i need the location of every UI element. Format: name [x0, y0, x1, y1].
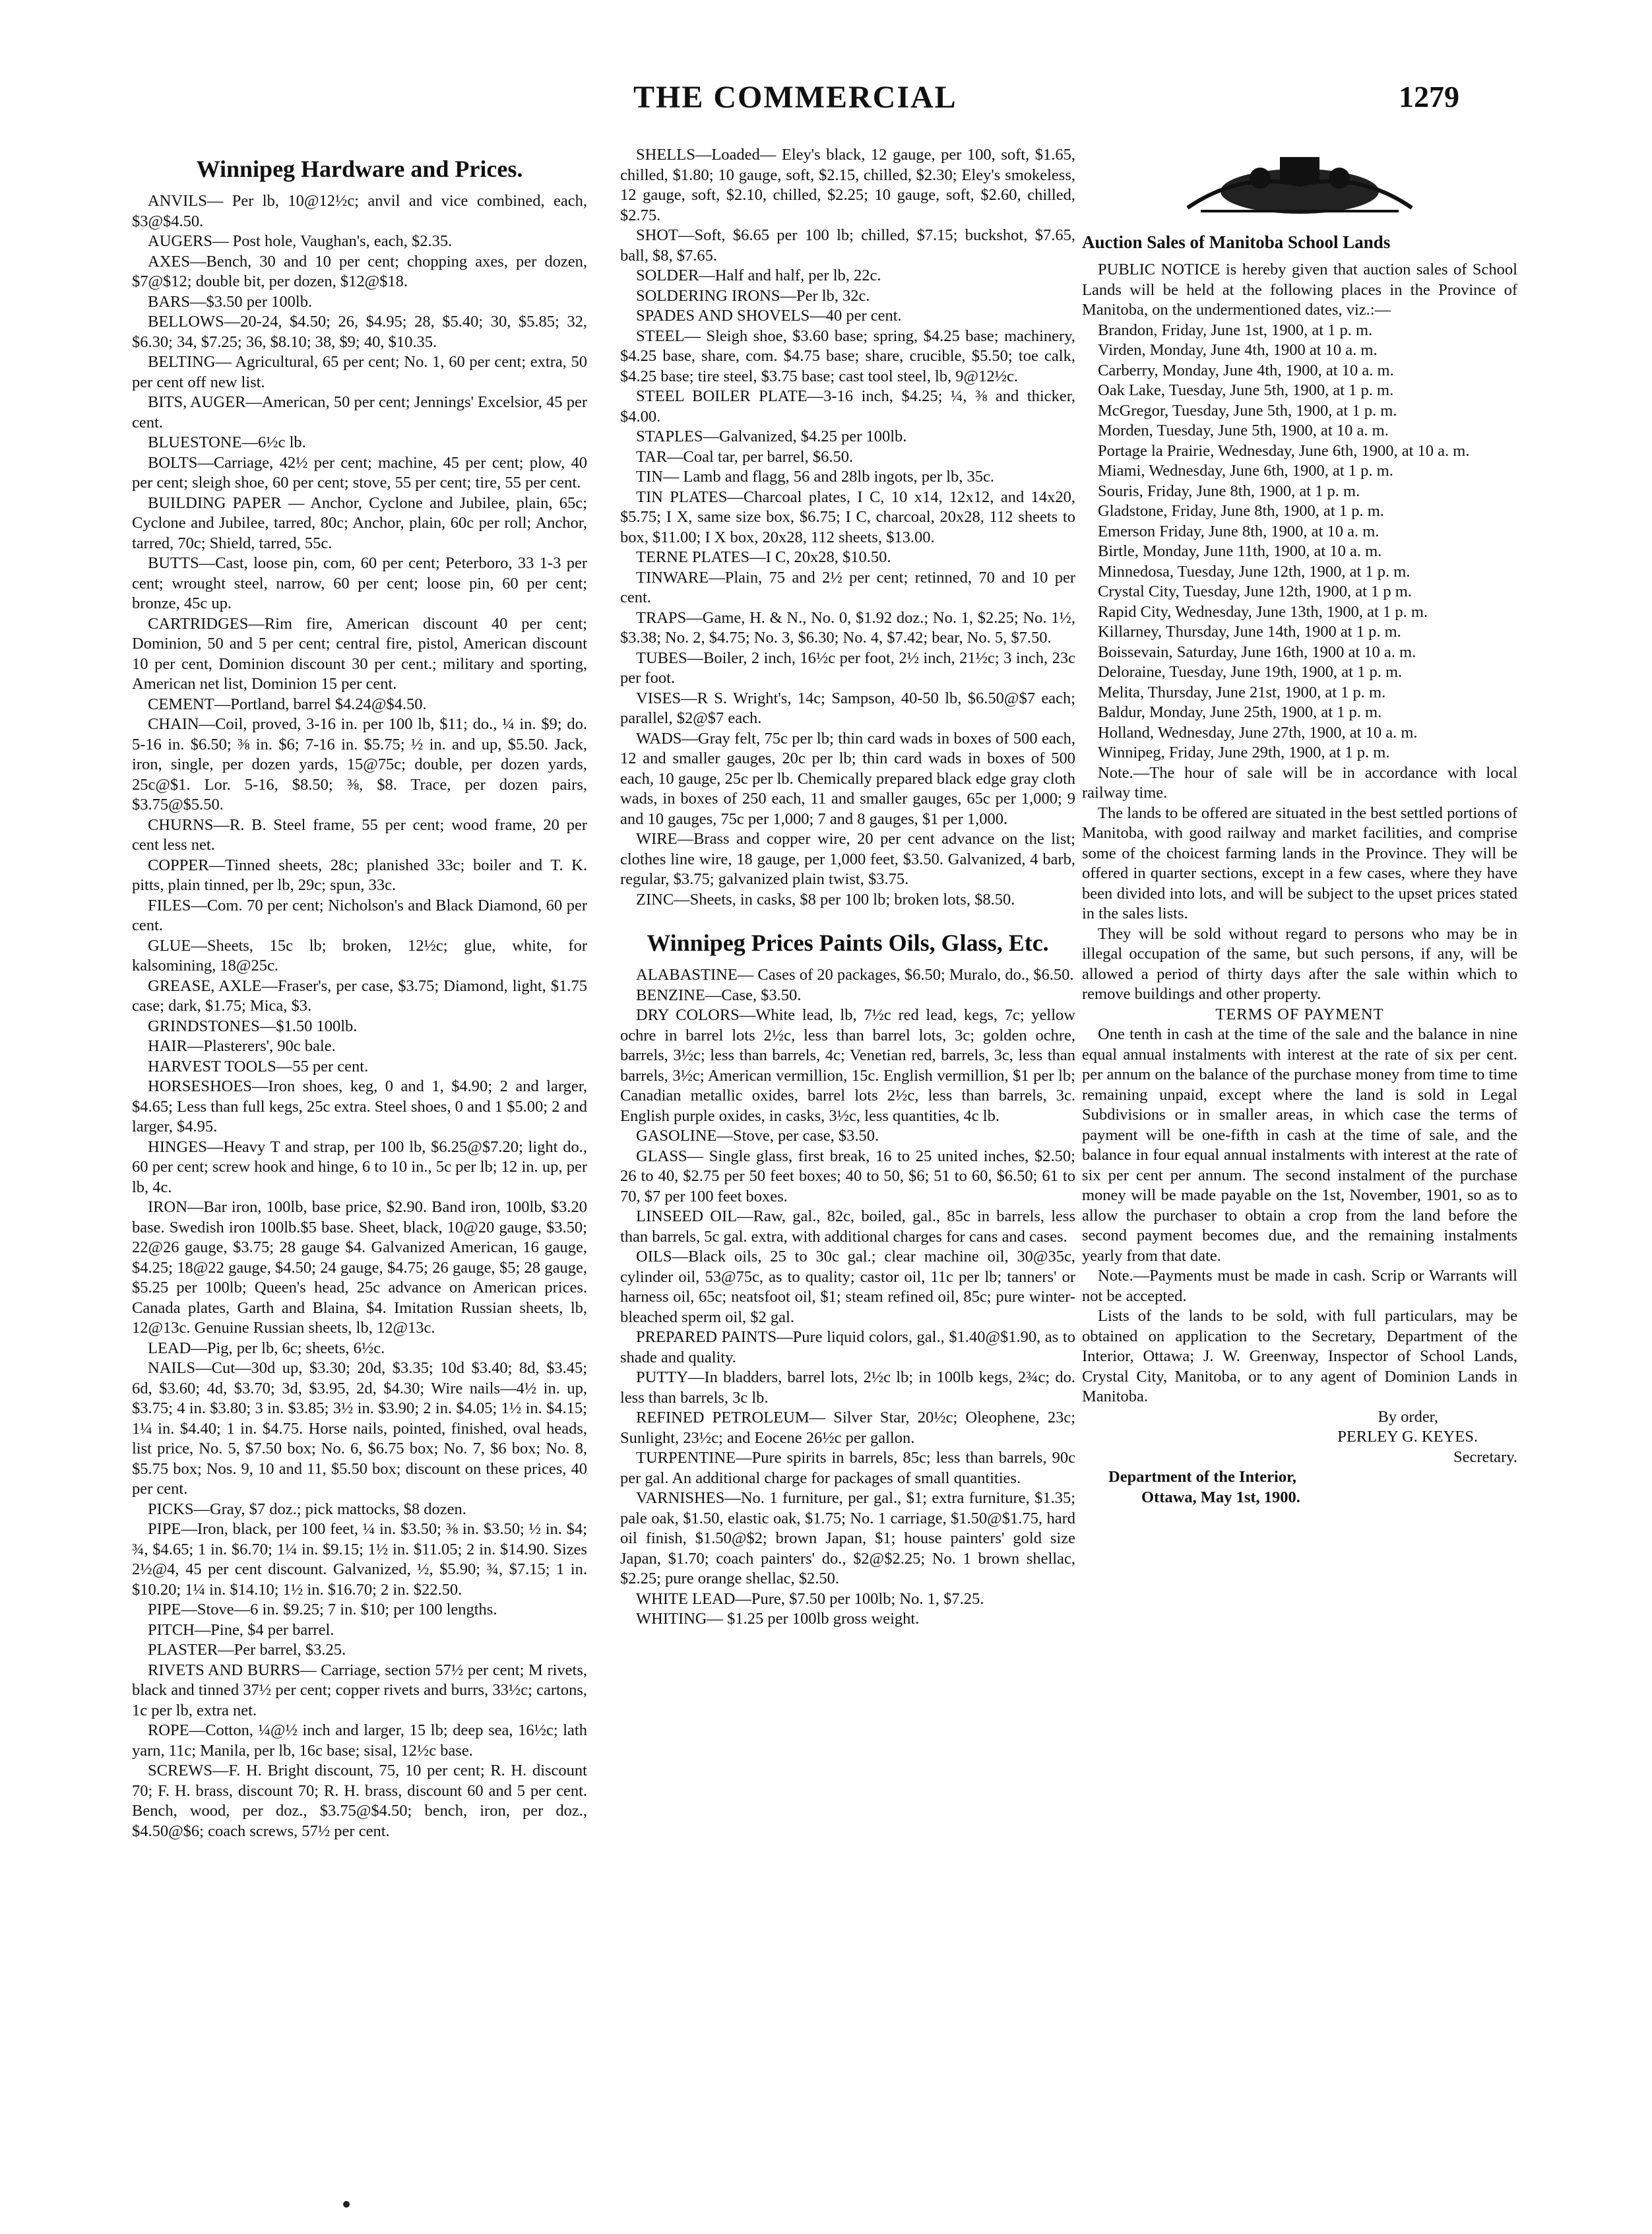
price-entry: CHAIN—Coil, proved, 3-16 in. per 100 lb, $11; do., ¼ in. $9; do. 5-16 in. $6.50; ⅜ in. $6; 7-16 in. $5.75; ½ in. and up, $5.50. Jack, iron, single, per dozen yards, 15@75c; double, per dozen yards, 25c@$1. Lor. 5-16, $8.50; ⅜, $8. Trace, per dozen pairs, $3.75@$5.50. [132, 715, 587, 814]
auction-date-entry: Boissevain, Saturday, June 16th, 1900 at 10 a. m. [1098, 643, 1416, 661]
auction-date-entry: Deloraine, Tuesday, June 19th, 1900, at 1 p. m. [1098, 663, 1403, 681]
price-entry: TURPENTINE—Pure spirits in barrels, 85c; less than barrels, 90c per gal. An additional charge for packages of small quantities. [620, 1449, 1075, 1487]
paints-heading: Winnipeg Prices Paints Oils, Glass, Etc. [647, 930, 1049, 956]
auction-date-entry: Rapid City, Wednesday, June 13th, 1900, at 1 p. m. [1098, 602, 1428, 621]
hardware-price-list [132, 191, 587, 1841]
notice-intro: PUBLIC NOTICE is hereby given that auction sales of School Lands will be held at the following places in the Province of Manitoba, on the undermentioned dates, viz.:— [1082, 261, 1517, 319]
column-auction-notice [1082, 145, 1517, 2124]
price-entry: BELLOWS—20-24, $4.50; 26, $4.95; 28, $5.40; 30, $5.85; 32, $6.30; 34, $7.25; 36, $8.10; 38, $9; 40, $10.35. [132, 313, 587, 351]
auction-date-entry: Emerson Friday, June 8th, 1900, at 10 a. m. [1098, 522, 1380, 540]
auction-date-entry: Crystal City, Tuesday, June 12th, 1900, at 1 p m. [1098, 583, 1412, 600]
price-entry: GLASS— Single glass, first break, 16 to 25 united inches, $2.50; 26 to 40, $2.75 per 50 feet boxes; 40 to 50, $6; 51 to 60, $6.50; 61 to 70, $7 per 100 feet boxes. [620, 1147, 1075, 1205]
auction-date-entry: Gladstone, Friday, June 8th, 1900, at 1 p. m. [1098, 502, 1384, 520]
terms-heading: TERMS OF PAYMENT [1215, 1005, 1384, 1023]
signature-title: Secretary. [1453, 1448, 1517, 1466]
auction-date-entry: Minnedosa, Tuesday, June 12th, 1900, at 1 p. m. [1098, 562, 1411, 581]
price-entry: PICKS—Gray, $7 doz.; pick mattocks, $8 dozen. [148, 1500, 466, 1518]
price-entry: CEMENT—Portland, barrel $4.24@$4.50. [148, 695, 427, 713]
price-entry: SOLDER—Half and half, per lb, 22c. [636, 267, 881, 284]
price-entry: ANVILS— Per lb, 10@12½c; anvil and vice combined, each, $3@$4.50. [132, 192, 587, 230]
notice-note: Note.—The hour of sale will be in accordance with local railway time. [1082, 763, 1517, 802]
price-entry: TIN PLATES—Charcoal plates, I C, 10 x14, 12x12, and 14x20, $5.75; I X, same size box, $6.75; I C, charcoal, 20x28, 112 sheets to box, $11.00; I X box, 20x28, 112 sheets, $13.00. [620, 488, 1075, 546]
price-entry: WHITING— $1.25 per 100lb gross weight. [636, 1610, 920, 1628]
price-entry: GRINDSTONES—$1.50 100lb. [148, 1017, 358, 1035]
price-entry: SCREWS—F. H. Bright discount, 75, 10 per cent; R. H. discount 70; F. H. brass, discount 70; R. H. brass, discount 60 and 5 per cent. Bench, wood, per doz., $3.75@$4.50; bench, iron, per doz., $4.50@$6; coach screws, 57½ per cent. [132, 1762, 587, 1840]
column-hardware-paints [620, 145, 1075, 2124]
price-entry: BUTTS—Cast, loose pin, com, 60 per cent; Peterboro, 33 1-3 per cent; wrought steel, narrow, 60 per cent; loose pin, 60 per cent; bronze, 45c up. [132, 554, 587, 612]
price-entry: DRY COLORS—White lead, lb, 7½c red lead, kegs, 7c; yellow ochre in barrel lots 2½c, less than barrel lots, 3c; golden ochre, barrels, 3½c; less than barrels, 4c; Venetian red, barrels, 3c, less than barrels, 3½c; American vermillion, 15c. English vermillion, $1 per lb; Canadian metallic oxides, barrel lots 2½c, less than barrels, 3c. English purple oxides, in casks, 3½c, less quantities, 4c lb. [620, 1006, 1075, 1125]
price-entry: ROPE—Cotton, ¼@½ inch and larger, 15 lb; deep sea, 16½c; lath yarn, 11c; Manila, per lb, 16c base; sisal, 12½c base. [132, 1721, 587, 1760]
price-entry: PIPE—Stove—6 in. $9.25; 7 in. $10; per 100 lengths. [148, 1601, 497, 1618]
price-entry: STEEL BOILER PLATE—3-16 inch, $4.25; ¼, ⅜ and thicker, $4.00. [620, 387, 1075, 426]
price-entry: AUGERS— Post hole, Vaughan's, each, $2.35. [148, 232, 453, 250]
price-entry: VARNISHES—No. 1 furniture, per gal., $1; extra furniture, $1.35; pale oak, $1.50, elastic oak, $1.75; No. 1 carriage, $1.50@$1.75, hard oil finish, $1.50@$2; brown Japan, $1; house painters' gold size Japan, $1.70; coach painters' do., $2@$2.25; No. 1 brown shellac, $2.25; pure orange shellac, $2.50. [620, 1489, 1075, 1587]
price-entry: COPPER—Tinned sheets, 28c; planished 33c; boiler and T. K. pitts, plain tinned, per lb, 29c; spun, 33c. [132, 856, 587, 894]
by-order: By order, [1378, 1407, 1438, 1426]
price-entry: SHOT—Soft, $6.65 per 100 lb; chilled, $7.15; buckshot, $7.65, ball, $8, $7.65. [620, 226, 1075, 265]
price-entry: VISES—R S. Wright's, 14c; Sampson, 40-50 lb, $6.50@$7 each; parallel, $2@$7 each. [620, 689, 1075, 727]
price-entry: HINGES—Heavy T and strap, per 100 lb, $6.25@$7.20; light do., 60 per cent; screw hook and hinge, 6 to 10 in., 5c per lb; 12 in. up, per lb, 4c. [132, 1137, 587, 1196]
price-entry: SPADES AND SHOVELS—40 per cent. [636, 307, 902, 325]
paints-price-list [620, 965, 1075, 1630]
price-entry: BENZINE—Case, $3.50. [636, 986, 802, 1004]
price-entry: NAILS—Cut—30d up, $3.30; 20d, $3.35; 10d $3.40; 8d, $3.45; 6d, $3.60; 4d, $3.70; 3d, $3.95, 2d, $4.30; Wire nails—4½ in. up, $3.75; 4 in. $3.80; 3 in. $3.85; 3½ in. $3.90; 2 in. $4.05; 1½ in. $4.15; 1¼ in. $4.40; 1 in. $4.75. Horse nails, pointed, finished, oval heads, list price, No. 5, $7.50 box; No. 6, $6.75 box; No. 7, $6 box; No. 8, $5.75 box; Nos. 9, 10 and 11, $5.50 box; discount on these prices, 40 per cent. [132, 1359, 587, 1498]
price-entry: GLUE—Sheets, 15c lb; broken, 12½c; glue, white, for kalsomining, 18@25c. [132, 936, 587, 974]
price-entry: PIPE—Iron, black, per 100 feet, ¼ in. $3.50; ⅜ in. $3.50; ½ in. $4; ¾, $4.65; 1 in. $6.70; 1¼ in. $9.15; 1½ in. $11.05; 2 in. $14.90. Sizes 2½@4, 45 per cent discount. Galvanized, ½, $5.90; ¾, $7.15; 1 in. $10.20; 1¼ in. $14.10; 1½ in. $16.70; 2 in. $22.50. [132, 1520, 587, 1599]
price-entry: PLASTER—Per barrel, $3.25. [148, 1641, 346, 1659]
coat-of-arms-icon [1161, 145, 1438, 224]
auction-date-entry: Baldur, Monday, June 25th, 1900, at 1 p. m. [1098, 703, 1382, 721]
price-entry: TINWARE—Plain, 75 and 2½ per cent; retinned, 70 and 10 per cent. [620, 568, 1075, 606]
price-entry: HORSESHOES—Iron shoes, keg, 0 and 1, $4.90; 2 and larger, $4.65; Less than full kegs, 25c extra. Steel shoes, 0 and 1 $5.00; 2 and larger, $4.95. [132, 1077, 587, 1135]
auction-date-entry: Virden, Monday, June 4th, 1900 at 10 a. m. [1098, 341, 1378, 359]
price-entry: BLUESTONE—6½c lb. [148, 433, 306, 451]
price-entry: BARS—$3.50 per 100lb. [148, 292, 313, 311]
column-hardware [132, 145, 587, 2124]
price-entry: PREPARED PAINTS—Pure liquid colors, gal., $1.40@$1.90, as to shade and quality. [620, 1328, 1075, 1366]
price-entry: STAPLES—Galvanized, $4.25 per 100lb. [636, 428, 907, 445]
price-entry: OILS—Black oils, 25 to 30c gal.; clear machine oil, 30@35c, cylinder oil, 53@75c, as to quality; castor oil, 11c per lb; tanners' or harness oil, 65c; neatsfoot oil, $1; steam refined oil, 85c; pure winter-bleached sperm oil, $2 gal. [620, 1248, 1075, 1326]
terms-1: One tenth in cash at the time of the sale and the balance in nine equal annual instalments with interest at the rate of six per cent. per annum on the balance of the purchase money from time to time remaining unpaid, except where the land is sold in Legal Subdivisions or in smaller areas, in which case the terms of payment will be one-fifth in cash at the time of sale, and the balance in four equal annual instalments with interest at the rate of six per cent per annum. The second instalment of the purchase money will be made payable on the 1st, November, 1901, so as to allow the purchaser to obtain a crop from the land before the second payment becomes due, and the remaining instalments yearly from that date. [1082, 1025, 1517, 1265]
price-entry: WADS—Gray felt, 75c per lb; thin card wads in boxes of 500 each, 12 and smaller gauges, 20c per lb; thin card wads in boxes of 500 each, 10 gauge, 25c per lb. Chemically prepared black edge gray cloth wads, in boxes of 250 each, 11 and smaller gauges, 65c per 1,000; 9 and 10 gauges, 75c per 1,000; 7 and 8 gauges, $1 per 1,000. [620, 729, 1075, 828]
auction-date-entry: Melita, Thursday, June 21st, 1900, at 1 p. m. [1098, 683, 1386, 701]
masthead [0, 79, 1652, 132]
hardware-price-list-continued [620, 145, 1075, 910]
auction-date-entry: Birtle, Monday, June 11th, 1900, at 10 a. m. [1098, 542, 1382, 560]
price-entry: SOLDERING IRONS—Per lb, 32c. [636, 286, 870, 305]
price-entry: TAR—Coal tar, per barrel, $6.50. [636, 447, 854, 466]
price-entry: BUILDING PAPER — Anchor, Cyclone and Jubilee, plain, 65c; Cyclone and Jubilee, tarred, 80c; Anchor, plain, 60c per roll; Anchor, tarred, 70c; Shield, tarred, 55c. [132, 494, 587, 552]
department: Department of the Interior, [1108, 1468, 1296, 1486]
price-entry: ALABASTINE— Cases of 20 packages, $6.50; Muralo, do., $6.50. [636, 966, 1074, 984]
price-entry: WIRE—Brass and copper wire, 20 per cent advance on the list; clothes line wire, 18 gauge, per 1,000 feet, $3.50. Galvanized, 4 barb, regular, $3.75; galvanized plain twist, $3.75. [620, 830, 1075, 888]
price-entry: RIVETS AND BURRS— Carriage, section 57½ per cent; M rivets, black and tinned 37½ per cent; copper rivets and burrs, 33½c; cartons, 1c per lb, extra net. [132, 1661, 587, 1719]
price-entry: TUBES—Boiler, 2 inch, 16½c per foot, 2½ inch, 21½c; 3 inch, 23c per foot. [620, 649, 1075, 687]
price-entry: PITCH—Pine, $4 per barrel. [148, 1620, 334, 1639]
price-entry: BELTING— Agricultural, 65 per cent; No. 1, 60 per cent; extra, 50 per cent off new list. [132, 353, 587, 391]
price-entry: WHITE LEAD—Pure, $7.50 per 100lb; No. 1, $7.25. [636, 1589, 984, 1608]
department-place: Ottawa, May 1st, 1900. [1141, 1488, 1300, 1506]
auction-date-entry: Killarney, Thursday, June 14th, 1900 at 1 p. m. [1098, 623, 1401, 641]
page-number: 1279 [1399, 80, 1459, 113]
price-entry: STEEL— Sleigh shoe, $3.60 base; spring, $4.25 base; machinery, $4.25 base, share, com. $4.75 base; share, crucible, $5.50; toe calk, $4.25 base; tire steel, $3.75 base; cast tool steel, lb, 9@12½c. [620, 327, 1075, 385]
terms-2: Note.—Payments must be made in cash. Scrip or Warrants will not be accepted. [1082, 1267, 1517, 1305]
terms-3: Lists of the lands to be sold, with full particulars, may be obtained on application to the Secretary, Department of the Interior, Ottawa; J. W. Greenway, Inspector of School Lands, Crystal City, Manitoba, or to any agent of Dominion Lands in Manitoba. [1082, 1307, 1517, 1405]
auction-date-entry: McGregor, Tuesday, June 5th, 1900, at 1 p. m. [1098, 401, 1397, 420]
price-entry: REFINED PETROLEUM— Silver Star, 20½c; Oleophene, 23c; Sunlight, 23½c; and Eocene 26½c per gallon. [620, 1409, 1075, 1447]
price-entry: FILES—Com. 70 per cent; Nicholson's and Black Diamond, 60 per cent. [132, 896, 587, 934]
auction-date-entry: Carberry, Monday, June 4th, 1900, at 10 a. m. [1098, 361, 1394, 379]
notice-body-2: They will be sold without regard to persons who may be in illegal occupation of the same, but such persons, if any, will be allowed a period of thirty days after the sale within which to remove buildings and other property. [1082, 924, 1517, 1003]
price-entry: BITS, AUGER—American, 50 per cent; Jennings' Excelsior, 45 per cent. [132, 393, 587, 431]
publication-title: THE COMMERCIAL [633, 80, 957, 115]
price-entry: LEAD—Pig, per lb, 6c; sheets, 6½c. [148, 1339, 385, 1357]
price-entry: HARVEST TOOLS—55 per cent. [148, 1057, 369, 1075]
price-entry: CARTRIDGES—Rim fire, American discount 40 per cent; Dominion, 50 and 5 per cent; central fire, pistol, American discount 10 per cent, Dominion discount 30 per cent.; military and sporting, American net list, Dominion 15 per cent. [132, 614, 587, 693]
auction-date-entry: Holland, Wednesday, June 27th, 1900, at 10 a. m. [1098, 723, 1418, 742]
auction-date-entry: Miami, Wednesday, June 6th, 1900, at 1 p. m. [1098, 462, 1393, 480]
price-entry: SHELLS—Loaded— Eley's black, 12 gauge, per 100, soft, $1.65, chilled, $1.80; 10 gauge, soft, $2.15, chilled, $2.30; Eley's smokeless, 12 gauge, soft, $2.10, chilled, $2.25; 10 gauge, soft, $2.60, chilled, $2.75. [620, 146, 1075, 224]
price-entry: AXES—Bench, 30 and 10 per cent; chopping axes, per dozen, $7@$12; double bit, per dozen, $12@$18. [132, 252, 587, 290]
auction-dates-list [1082, 321, 1517, 763]
price-entry: PUTTY—In bladders, barrel lots, 2½c lb; in 100lb kegs, 2¾c; do. less than barrels, 3c lb. [620, 1368, 1075, 1407]
auction-date-entry: Brandon, Friday, June 1st, 1900, at 1 p. m. [1098, 321, 1373, 339]
auction-date-entry: Morden, Tuesday, June 5th, 1900, at 10 a. m. [1098, 422, 1389, 439]
price-entry: IRON—Bar iron, 100lb, base price, $2.90. Band iron, 100lb, $3.20 base. Swedish iron 100lb.$5 base. Sheet, black, 10@20 gauge, $3.50; 22@26 gauge, $3.75; 28 gauge $4. Galvanized American, 16 gauge, $4.25; 18@22 gauge, $4.50; 24 gauge, $4.75; 26 gauge, $5; 28 gauge, $5.25 per 100lb; Queen's head, 25c advance on American prices. Canada plates, Garth and Blaina, $4. Imitation Russian sheets, lb, 12@13c. Genuine Russian sheets, lb, 12@13c. [132, 1198, 587, 1337]
price-entry: GASOLINE—Stove, per case, $3.50. [636, 1127, 879, 1145]
auction-date-entry: Portage la Prairie, Wednesday, June 6th, 1900, at 10 a. m. [1098, 441, 1470, 460]
price-entry: ZINC—Sheets, in casks, $8 per 100 lb; broken lots, $8.50. [636, 890, 1015, 909]
price-entry: GREASE, AXLE—Fraser's, per case, $3.75; Diamond, light, $1.75 case; dark, $1.75; Mica, $3. [132, 976, 587, 1015]
notice-body-1: The lands to be offered are situated in the best settled portions of Manitoba, with good railway and market facilities, and comprise some of the choicest farming lands in the Province. They will be offered in quarter sections, except in a few cases, where they have been divided into lots, and will be subject to the upset prices stated in the sales lists. [1082, 804, 1517, 922]
price-entry: TRAPS—Game, H. & N., No. 0, $1.92 doz.; No. 1, $2.25; No. 1½, $3.38; No. 2, $4.75; No. 3, $6.30; No. 4, $7.42; bear, No. 5, $7.50. [620, 608, 1075, 647]
price-entry: LINSEED OIL—Raw, gal., 82c, boiled, gal., 85c in barrels, less than barrels, 5c gal. extra, with additional charges for cans and cases. [620, 1207, 1075, 1246]
ink-speck [343, 2201, 350, 2208]
auction-date-entry: Winnipeg, Friday, June 29th, 1900, at 1 p. m. [1098, 744, 1390, 761]
auction-date-entry: Oak Lake, Tuesday, June 5th, 1900, at 1 p. m. [1098, 381, 1394, 399]
price-entry: BOLTS—Carriage, 42½ per cent; machine, 45 per cent; plow, 40 per cent; sleigh shoe, 60 per cent; stove, 55 per cent; tire, 55 per cent. [132, 453, 587, 492]
price-entry: TERNE PLATES—I C, 20x28, $10.50. [636, 548, 891, 566]
price-entry: TIN— Lamb and flagg, 56 and 28lb ingots, per lb, 35c. [636, 468, 994, 486]
price-entry: HAIR—Plasterers', 90c bale. [148, 1037, 336, 1055]
price-entry: CHURNS—R. B. Steel frame, 55 per cent; wood frame, 20 per cent less net. [132, 815, 587, 854]
notice-heading: Auction Sales of Manitoba School Lands [1082, 232, 1391, 252]
signature-name: PERLEY G. KEYES. [1337, 1428, 1478, 1446]
auction-date-entry: Souris, Friday, June 8th, 1900, at 1 p. m. [1098, 482, 1360, 500]
hardware-heading: Winnipeg Hardware and Prices. [196, 156, 523, 182]
